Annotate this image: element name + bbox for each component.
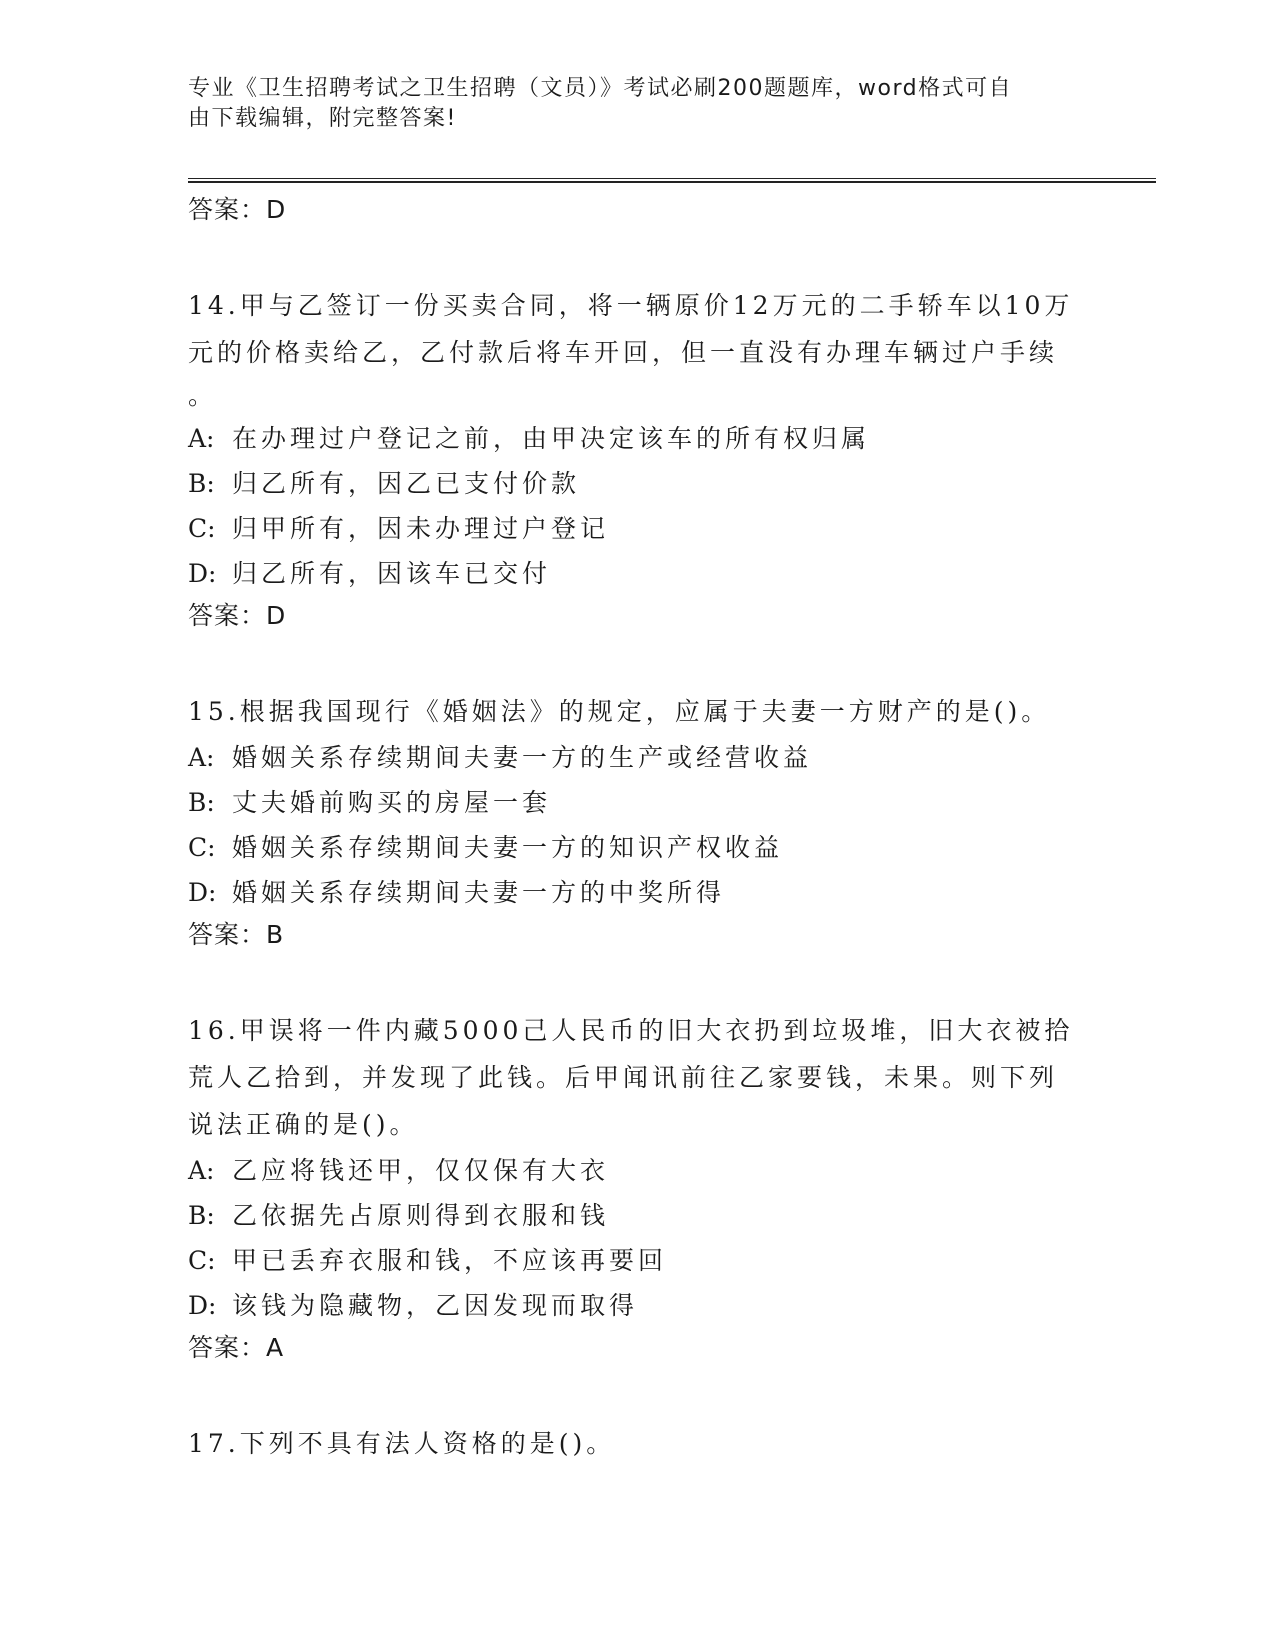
question-stem-line: 16.甲误将一件内藏5000己人民币的旧大衣扔到垃圾堆，旧大衣被拾	[188, 1016, 1074, 1045]
option-text: 归乙所有，因该车已交付	[232, 559, 552, 588]
option-text: 乙依据先占原则得到衣服和钱	[232, 1201, 610, 1230]
option-text: 该钱为隐藏物，乙因发现而取得	[232, 1291, 639, 1320]
option-text: 在办理过户登记之前，由甲决定该车的所有权归属	[232, 424, 871, 453]
header-divider	[188, 178, 1156, 183]
option-d	[188, 551, 1088, 596]
option-letter: C:	[188, 514, 216, 543]
option-text: 婚姻关系存续期间夫妻一方的中奖所得	[232, 878, 726, 907]
option-letter: D:	[188, 878, 217, 907]
answer-line: 答案：A	[188, 1333, 285, 1362]
option-b	[188, 780, 1088, 825]
option-d	[188, 870, 1088, 915]
question-list	[188, 190, 1088, 1467]
option-text: 甲已丢弃衣服和钱，不应该再要回	[232, 1246, 668, 1275]
question-stem-line: 14.甲与乙签订一份买卖合同，将一辆原价12万元的二手轿车以10万	[188, 291, 1074, 320]
option-letter: A:	[188, 1156, 215, 1185]
option-letter: C:	[188, 833, 216, 862]
question-stem-line: 元的价格卖给乙，乙付款后将车开回，但一直没有办理车辆过户手续	[188, 338, 1059, 367]
option-text: 归乙所有，因乙已支付价款	[232, 469, 581, 498]
option-letter: A:	[188, 424, 215, 453]
option-c	[188, 506, 1088, 551]
question-stem-line: 15.根据我国现行《婚姻法》的规定，应属于夫妻一方财产的是()。	[188, 697, 1051, 726]
question-stem-line: 荒人乙拾到，并发现了此钱。后甲闻讯前往乙家要钱，未果。则下列	[188, 1063, 1059, 1092]
spacer	[188, 230, 1088, 282]
spacer	[188, 1368, 1088, 1420]
option-text: 乙应将钱还甲，仅仅保有大衣	[232, 1156, 610, 1185]
page-header	[188, 74, 1068, 134]
option-d	[188, 1283, 1088, 1328]
header-line-1: 专业《卫生招聘考试之卫生招聘（文员）》考试必刷200题题库，word格式可自	[188, 76, 1013, 101]
answer-line: 答案：D	[188, 195, 287, 224]
option-text: 丈夫婚前购买的房屋一套	[232, 788, 552, 817]
option-letter: C:	[188, 1246, 216, 1275]
question-17	[188, 1420, 1088, 1467]
option-letter: D:	[188, 1291, 217, 1320]
option-a	[188, 735, 1088, 780]
option-text: 归甲所有，因未办理过户登记	[232, 514, 610, 543]
answer-line: 答案：D	[188, 601, 287, 630]
option-a	[188, 416, 1088, 461]
question-15	[188, 688, 1088, 955]
question-16	[188, 1007, 1088, 1368]
option-a	[188, 1148, 1088, 1193]
question-stem-line: 。	[188, 381, 218, 410]
option-letter: B:	[188, 1201, 215, 1230]
option-letter: D:	[188, 559, 217, 588]
question-stem-line: 17.下列不具有法人资格的是()。	[188, 1429, 616, 1458]
option-letter: A:	[188, 743, 215, 772]
option-letter: B:	[188, 788, 215, 817]
question-14	[188, 282, 1088, 636]
option-text: 婚姻关系存续期间夫妻一方的生产或经营收益	[232, 743, 813, 772]
spacer	[188, 636, 1088, 688]
option-c	[188, 1238, 1088, 1283]
spacer	[188, 955, 1088, 1007]
option-c	[188, 825, 1088, 870]
option-text: 婚姻关系存续期间夫妻一方的知识产权收益	[232, 833, 784, 862]
option-b	[188, 461, 1088, 506]
option-letter: B:	[188, 469, 215, 498]
question-stem-line: 说法正确的是()。	[188, 1110, 419, 1139]
answer-line: 答案：B	[188, 920, 285, 949]
header-line-2: 由下载编辑，附完整答案!	[188, 106, 457, 131]
option-b	[188, 1193, 1088, 1238]
